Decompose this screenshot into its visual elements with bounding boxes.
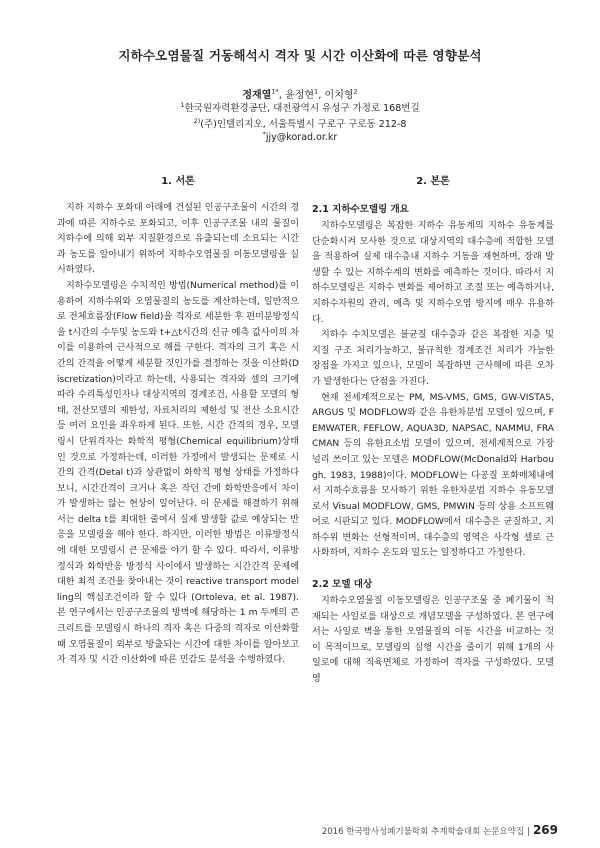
author-second-sup: 1	[314, 87, 319, 96]
subsection-heading-2-1: 2.1 지하수모델링 개요	[312, 204, 409, 215]
author-second: 윤정현	[285, 90, 315, 101]
right-column	[312, 172, 554, 688]
author-separator: ,	[278, 90, 286, 101]
footer-conference: 2016 한국방사성폐기물학회 추계학술대회 논문요약집	[321, 827, 525, 837]
body-paragraph-1: 지하수모델링은 복잡한 지하수 유동계의 지하수 유동계를 단순화시켜 모사한 것으로 대상지역의 대수층에 적합한 모델을 적용하여 실제 대수층내 지하수 거동을 재현하며, 장래 발생할 수 있는 지하수계의 변화를 예측하는 것이다. 따라서 지하수모델링은 지하수 변화를 제어하고 조절 또는 예측하거나, 지하수자원의 관리, 예측 및 지하수오염 방지에 매우 유용하다.	[312, 221, 554, 325]
footer-separator: |	[527, 827, 530, 837]
affiliation-1	[0, 100, 600, 114]
author-main-sup: 1*	[271, 87, 279, 96]
affiliation-1-sup: 1	[180, 100, 185, 109]
page-footer	[322, 823, 558, 837]
author-line	[0, 86, 600, 101]
intro-paragraph-1: 지하 지하수 포화대 아래에 건설된 인공구조물이 시간의 경과에 따른 지하수로 포화되고, 이후 인공구조물 내의 물질이 지하수에 의해 외부 지질환경으로 유출되는데 소요되는 시간과 농도를 알아내기 위하여 지하수오염물질 이동모델링을 실시하였다.	[57, 203, 299, 276]
body-paragraph-2: 지하수 수치모델은 불균질 대수층과 같은 복잡한 지층 및 지질 구조 처리가능하고, 불규칙한 경계조건 처리가 가능한 장점을 가지고 있으나, 모델이 복잡하면 근사해에 따른 오차가 발생한다는 단점을 가진다.	[312, 330, 554, 387]
author-third-sup: 2	[353, 87, 358, 96]
body-paragraph-4: 지하수오염물질 이동모델링은 인공구조물 중 폐기물이 적재되는 사일로를 대상으로 개념모델을 구성하였다. 본 연구에서는 사일로 벽을 통한 오염물질의 이동 시간을 비교하는 것이 목적이므로, 모델링의 실행 시간을 줄이기 위해 1개의 사일로에 대해 직육면체로 가정하여 격자를 구성하였다. 모델 영	[312, 596, 554, 685]
paper-title: 지하수오염물질 거동해석시 격자 및 시간 이산화에 따른 영향분석	[118, 48, 482, 63]
page-number: 269	[532, 823, 558, 837]
affiliation-1-text: 한국원자력환경공단, 대전광역시 유성구 가정로 168번길	[184, 103, 420, 114]
intro-paragraph-2: 지하수모델링은 수치적인 방법(Numerical method)를 이용하여 지하수위와 오염물질의 농도를 계산하는데, 일반적으로 전체흐름장(Flow field)을 격자로 세분한 후 편미분방정식을 t시간의 수두및 농도와 t+△t시간의 신규 예측 값사이의 차이를 이용하여 근사적으로 해를 구한다. 격자의 크기 혹은 시간의 간격을 어떻게 세분할 것인가를 결정하는 것을 이산화(Discretization)이라고 하는데, 사용되는 격자와 셀의 크기에 따라 수리특성인자나 대상지역의 경계조건, 사용할 모델의 형태, 전산모델의 제한성, 자료처리의 제한성 및 전산 소요시간등 여러 요인을 좌우하게 된다. 또한, 시간 간격의 경우, 모델링시 단위격자는 화학적 평형(Chemical equilibrium)상태인 것으로 가정하는데, 이러한 가정에서 발생되는 문제로 시간의 간격(Detal t)과 상관없이 화학적 평형 상태를 가정하다 보니, 시간간격이 크거나 혹은 작던 간에 화학반응에서 차이가 발생하는 않는 현상이 일어난다. 이 문제를 해결하기 위해서는 delta t를 최대한 줄여서 실제 발생할 값로 예상되는 반응을 모델링을 해야 한다. 하지만, 이러한 방법은 이류방정식에 대한 모델링시 큰 문제를 야기 할 수 있다. 따라서, 이류방정식과 화학반응 방정식 사이에서 발생하는 시간간격 문제에 대한 최적 조건을 찾아내는 것이 reactive transport modelling의 핵심조건이라 할 수 있다 (Ortoleva, et al. 1987). 본 연구에서는 인공구조물의 방벽에 해당하는 1 m 두께의 콘크리트를 모델링시 하나의 격자 혹은 다중의 격자로 이산화할 때 오염물질이 외부로 방출되는 시간에 대한 차이를 알아보고자 격자 및 시간 이산화에 따른 민감도 분석을 수행하였다.	[57, 280, 299, 666]
section-heading-body: 2. 본론	[416, 176, 450, 187]
author-separator: ,	[318, 90, 325, 101]
author-third: 이치형	[324, 90, 354, 101]
subsection-heading-2-2: 2.2 모델 대상	[312, 579, 373, 591]
email-sup: *	[262, 129, 266, 138]
affiliation-2-text: (주)인텔리지오, 서울특별시 구로구 구로동 212-8	[200, 119, 407, 130]
affiliation-2-sup: 2)	[193, 116, 201, 125]
left-column	[57, 172, 299, 669]
author-main: 정재열	[242, 90, 272, 101]
email-text: jjy@korad.or.kr	[265, 132, 338, 143]
body-paragraph-3: 현재 전세계적으로는 PM, MS-VMS, GMS, GW-VISTAS, ARGUS 및 MODFLOW와 같은 유한차분법 모델이 있으며, FEMWATER, FEFLOW, AQUA3D, NAPSAC, NAMMU, FRACMAN 등의 유한요소법 모델이 있으며, 전세계적으로 가장 널리 쓰이고 있는 모델은 MODFLOW(McDonald와 Harbough, 1983, 1988)이다. MODFLOW는 다공질 포화매체내에서 지하수흐름을 모사하기 위한 유한차분법 지하수 유동모델로서 Visual MODFLOW, GMS, PMWIN 등의 상용 소프트웨어로 시판되고 있다. MODFLOW에서 대수층은 균질하고, 지하수위 변화는 선형적이며, 대수층의 영역은 사각형 셀로 근사화하며, 지하수 온도와 밀도는 일정하다고 가정한다.	[312, 392, 554, 559]
affiliation-2	[0, 116, 600, 130]
section-heading-introduction: 1. 서론	[161, 176, 195, 187]
corresponding-email	[0, 129, 600, 143]
